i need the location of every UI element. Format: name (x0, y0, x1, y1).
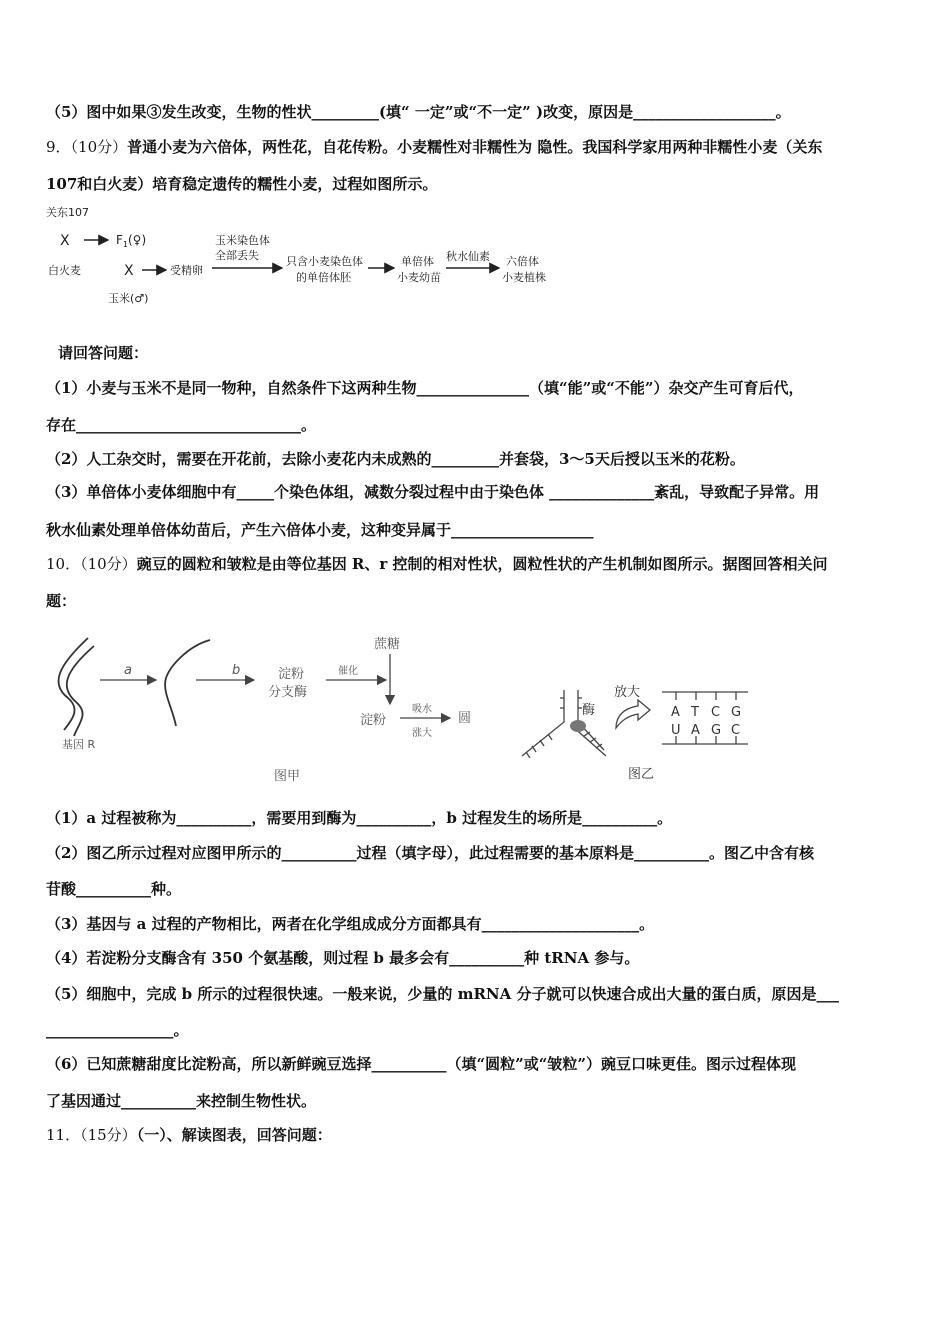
embryo-label-a: 只含小麦染色体 (286, 255, 363, 268)
guandong-label: 关东107 (46, 206, 89, 219)
label-sucrose: 蔗糖 (374, 637, 401, 652)
figure-jia (48, 626, 488, 786)
step1-label-a: 玉米染色体 (215, 234, 270, 247)
label-starch: 淀粉 (360, 713, 387, 728)
rna-base-1: U (671, 723, 681, 738)
label-enlarge: 放大 (614, 685, 641, 700)
caption-yi: 图乙 (628, 767, 655, 782)
seedling-label-b: 小麦幼苗 (397, 271, 441, 284)
embryo-label-b: 的单倍体胚 (296, 271, 351, 284)
zygote-label: 受精卵 (170, 264, 203, 277)
q10-3-text: （3）基因与 a 过程的产物相比，两者在化学组成成分方面都具有_____________________。 (46, 915, 655, 933)
dna-base-4: G (731, 705, 742, 720)
label-a: a (124, 663, 132, 678)
enlarge-arrow (616, 700, 650, 728)
q11-stem: （一）、解读图表，回答问题： (136, 1126, 332, 1144)
label-catalyze: 催化 (338, 666, 358, 677)
q11-number: 11．（15分） (46, 1126, 137, 1144)
dna-left-arm (522, 690, 564, 756)
plant-label-a: 六倍体 (506, 255, 539, 268)
rna-base-2: A (691, 723, 700, 738)
q10-line-1 (46, 554, 828, 574)
q10-line-2: 题： (46, 592, 77, 610)
q8-5-text: （5）图中如果③发生改变，生物的性状_________(填“ 一定”或“不一定” )改变，原因是___________________。 (46, 103, 791, 121)
label-b: b (232, 663, 241, 678)
q10-6-text: （6）已知蔗糖甜度比淀粉高，所以新鲜豌豆选择__________（填“圆粒”或“皱粒”）豌豆口味更佳。图示过程体现 (46, 1055, 796, 1073)
q9-3-text: （3）单倍体小麦体细胞中有_____个染色体组，减数分裂过程中由于染色体 ______________紊乱，导致配子异常。用 (46, 483, 820, 501)
q10-4-text: （4）若淀粉分支酶含有 350 个氨基酸，则过程 b 最多会有__________种 tRNA 参与。 (46, 949, 640, 967)
q10-5-cont: _________________。 (46, 1021, 189, 1039)
label-gene-r: 基因 R (62, 738, 96, 751)
colchicine-label: 秋水仙素 (446, 250, 490, 263)
dna-base-2: T (691, 705, 699, 720)
figure-yi (516, 676, 756, 786)
cross-symbol-1: X (60, 233, 70, 249)
step1-label-b: 全部丢失 (215, 249, 259, 262)
q9-3-cont: 秋水仙素处理单倍体幼苗后，产生六倍体小麦，这种变异属于___________________ (46, 521, 594, 539)
q9-2-text: （2）人工杂交时，需要在开花前，去除小麦花内未成熟的_________并套袋，3～5天后授以玉米的花粉。 (46, 450, 745, 468)
q10-2-cont: 苷酸__________种。 (46, 880, 182, 898)
baihuo-label: 白火麦 (48, 264, 81, 277)
q9-line-1 (46, 137, 822, 157)
q9-1-text: （1）小麦与玉米不是同一物种，自然条件下这两种生物_______________（填“能”或“不能”）杂交产生可育后代， (46, 379, 804, 397)
q10-number: 10．（10分） (46, 555, 137, 573)
enzyme-blob (570, 720, 586, 732)
q10-stem-1: 豌豆的圆粒和皱粒是由等位基因 R、r 控制的相对性状，圆粒性状的产生机制如图所示。据图回答相关问 (136, 555, 828, 573)
label-round: 圆 (458, 711, 472, 726)
breeding-flow-diagram (44, 202, 564, 314)
q9-stem-1: 普通小麦为六倍体，两性花，自花传粉。小麦糯性对非糯性为 隐性。我国科学家用两种非糯性小麦（关东 (127, 138, 823, 156)
caption-jia: 图甲 (274, 769, 301, 784)
label-enzyme-a: 淀粉 (278, 667, 305, 682)
dna-base-3: C (711, 705, 721, 720)
q9-number: 9．（10分） (46, 138, 128, 156)
label-swell: 涨大 (412, 728, 432, 739)
label-absorb: 吸水 (412, 704, 432, 715)
corn-label: 玉米(♂) (108, 292, 149, 305)
rna-base-3: G (711, 723, 722, 738)
dna-base-1: A (671, 705, 680, 720)
seedling-label-a: 单倍体 (401, 255, 434, 268)
gene-r-strand-2 (67, 646, 94, 736)
q9-1-cont: 存在______________________________。 (46, 416, 317, 434)
q11-line-1 (46, 1125, 332, 1145)
q9-line-2: 107和白火麦）培育稳定遗传的糯性小麦，过程如图所示。 (46, 175, 438, 193)
plant-label-b: 小麦植株 (502, 271, 546, 284)
q10-5-text: （5）细胞中，完成 b 所示的过程很快速。一般来说，少量的 mRNA 分子就可以快速合成出大量的蛋白质，原因是___ (46, 985, 840, 1003)
label-enzyme: 酶 (582, 703, 596, 718)
f1-label: $F_1(♀)$ (116, 233, 147, 249)
label-enzyme-b: 分支酶 (268, 685, 308, 700)
q10-6-cont: 了基因通过__________来控制生物性状。 (46, 1092, 317, 1110)
q9-prompt: 请回答问题： (58, 344, 149, 362)
mrna-strand (165, 640, 210, 726)
gene-r-strand-1 (58, 638, 88, 730)
q10-1-text: （1）a 过程被称为__________，需要用到酶为__________，b 过程发生的场所是__________。 (46, 809, 673, 827)
rna-base-4: C (731, 723, 741, 738)
q10-2-text: （2）图乙所示过程对应图甲所示的__________过程（填字母），此过程需要的基本原料是__________。图乙中含有核 (46, 844, 814, 862)
cross-symbol-2: X (124, 263, 134, 279)
